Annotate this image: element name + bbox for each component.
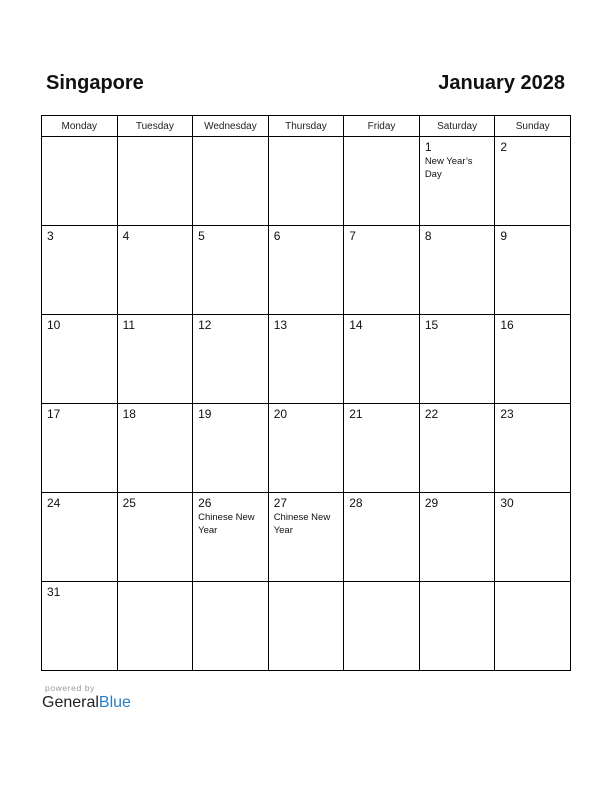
weekday-header: Monday (42, 116, 118, 137)
holiday-label (269, 585, 344, 586)
holiday-label (42, 243, 117, 244)
holiday-label (420, 332, 495, 333)
day-cell (268, 315, 344, 404)
holiday-label (269, 243, 344, 244)
day-cell (42, 404, 118, 493)
weekday-header: Saturday (419, 116, 495, 137)
day-number: 24 (47, 496, 61, 510)
holiday-label (344, 332, 419, 333)
weekday-header: Friday (344, 116, 420, 137)
holiday-label (344, 510, 419, 511)
holiday-label (193, 585, 268, 586)
day-number: 13 (273, 318, 288, 332)
day-cell (117, 226, 193, 315)
day-number: 12 (198, 318, 212, 332)
day-number: 10 (47, 318, 61, 332)
calendar-grid (41, 115, 571, 671)
holiday-label (118, 585, 193, 586)
day-cell (193, 582, 269, 671)
day-cell (193, 315, 269, 404)
holiday-label (118, 243, 193, 244)
day-number: 19 (198, 407, 212, 421)
holiday-label (42, 332, 117, 333)
country-title: Singapore (46, 72, 144, 94)
holiday-label: New Year’s Day (424, 156, 473, 180)
holiday-label (495, 510, 570, 511)
holiday-label (495, 585, 570, 586)
day-number: 18 (122, 407, 136, 421)
holiday-label (344, 585, 419, 586)
day-number: 4 (122, 229, 130, 243)
weekday-header: Wednesday (193, 116, 269, 137)
holiday-label (118, 421, 193, 422)
day-number: 25 (122, 496, 136, 510)
day-cell (495, 493, 571, 582)
day-cell (495, 137, 571, 226)
day-number: 30 (500, 496, 514, 510)
holiday-label (269, 332, 344, 333)
day-cell (42, 137, 118, 226)
day-cell (117, 582, 193, 671)
day-cell (117, 315, 193, 404)
day-cell (42, 315, 118, 404)
holiday-label (118, 510, 193, 511)
day-number: 7 (349, 229, 356, 243)
holiday-label (420, 421, 495, 422)
day-number: 5 (198, 229, 205, 243)
brand-general: General (42, 694, 99, 711)
holiday-label: Chinese New Year (198, 512, 255, 536)
generalblue-logo[interactable] (42, 694, 131, 712)
day-cell (193, 226, 269, 315)
day-number: 3 (47, 229, 54, 243)
weekday-header: Sunday (495, 116, 571, 137)
day-number: 23 (500, 407, 514, 421)
holiday-label (193, 332, 268, 333)
day-number: 28 (349, 496, 363, 510)
day-number: 31 (47, 585, 61, 599)
holiday-label (269, 140, 344, 141)
day-cell (419, 137, 495, 226)
holiday-label (420, 243, 495, 244)
holiday-label (495, 332, 570, 333)
day-number: 17 (47, 407, 61, 421)
day-cell (419, 404, 495, 493)
weekday-header: Tuesday (117, 116, 193, 137)
day-cell (495, 404, 571, 493)
holiday-label (193, 140, 268, 141)
day-cell (268, 226, 344, 315)
month-title: January 2028 (438, 72, 565, 94)
day-number: 21 (349, 407, 363, 421)
holiday-label (269, 421, 344, 422)
holiday-label (42, 421, 117, 422)
day-cell (117, 493, 193, 582)
day-number: 1 (424, 140, 432, 154)
day-cell (344, 226, 420, 315)
week-row (42, 315, 571, 404)
day-number: 6 (273, 229, 281, 243)
day-cell (117, 404, 193, 493)
day-cell (117, 137, 193, 226)
day-cell (495, 226, 571, 315)
day-number: 20 (273, 407, 288, 421)
week-row (42, 493, 571, 582)
day-cell (268, 582, 344, 671)
holiday-label (193, 421, 268, 422)
day-cell (344, 137, 420, 226)
holiday-label (118, 332, 193, 333)
day-cell (344, 582, 420, 671)
holiday-label (193, 243, 268, 244)
powered-by-label: powered by (45, 683, 95, 693)
day-number: 27 (273, 496, 288, 510)
day-cell (419, 315, 495, 404)
week-row (42, 582, 571, 671)
day-cell (193, 404, 269, 493)
holiday-label (495, 421, 570, 422)
brand-blue: Blue (98, 694, 131, 711)
holiday-label (344, 421, 419, 422)
day-cell (495, 315, 571, 404)
day-cell (495, 582, 571, 671)
holiday-label (495, 154, 570, 155)
day-number: 11 (122, 318, 136, 332)
day-number: 9 (500, 229, 508, 243)
week-row (42, 404, 571, 493)
day-cell (42, 582, 118, 671)
holiday-label (42, 599, 117, 600)
day-cell (42, 493, 118, 582)
weekday-header: Thursday (268, 116, 344, 137)
day-number: 16 (500, 318, 514, 332)
weekday-header-row (42, 116, 571, 137)
day-number: 26 (198, 496, 212, 510)
day-number: 8 (424, 229, 432, 243)
day-cell (268, 493, 344, 582)
day-cell (344, 404, 420, 493)
holiday-label (42, 140, 117, 141)
day-cell (344, 493, 420, 582)
day-cell (419, 582, 495, 671)
day-number: 29 (424, 496, 439, 510)
day-number: 14 (349, 318, 363, 332)
holiday-label (344, 140, 419, 141)
holiday-label (118, 140, 193, 141)
holiday-label: Chinese New Year (273, 512, 331, 536)
holiday-label (495, 243, 570, 244)
day-number: 22 (424, 407, 439, 421)
holiday-label (420, 585, 495, 586)
holiday-label (344, 243, 419, 244)
day-cell (193, 493, 269, 582)
day-cell (419, 226, 495, 315)
week-row (42, 137, 571, 226)
day-cell (193, 137, 269, 226)
day-cell (268, 404, 344, 493)
week-row (42, 226, 571, 315)
day-cell (344, 315, 420, 404)
day-number: 15 (424, 318, 439, 332)
holiday-label (42, 510, 117, 511)
holiday-label (420, 510, 495, 511)
day-cell (268, 137, 344, 226)
day-cell (42, 226, 118, 315)
day-cell (419, 493, 495, 582)
day-number: 2 (500, 140, 508, 154)
